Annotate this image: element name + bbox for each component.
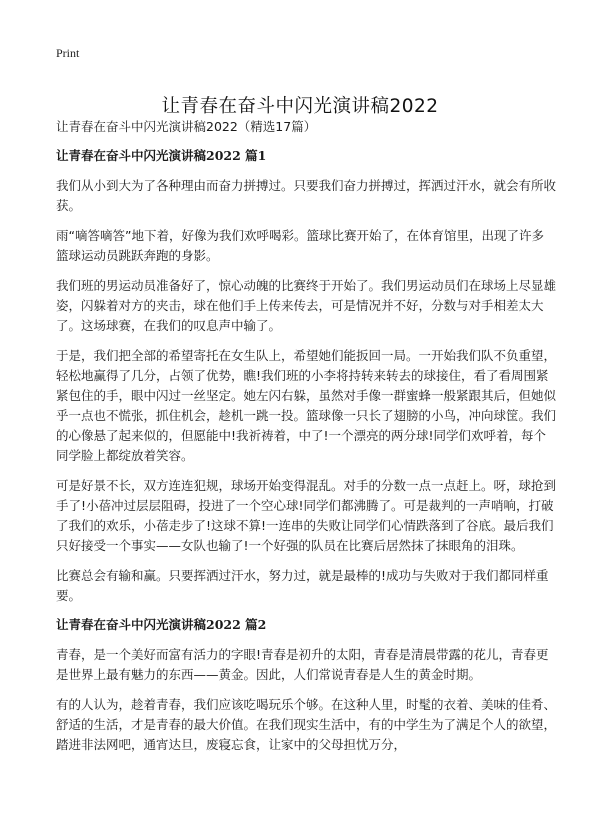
paragraph: 我们班的男运动员准备好了，惊心动魄的比赛终于开始了。我们男运动员们在球场上尽显雄姿，闪躲着对方的夹击，球在他们手上传来传去，可是情况并不好，分数与对手相差太大了。这场球赛，在我们的叹息声中输了。 — [56, 278, 557, 333]
paragraph: 比赛总会有输和赢。只要挥洒过汗水，努力过，就是最棒的!成功与失败对于我们都同样重要。 — [56, 568, 549, 603]
section-heading-1: 让青春在奋斗中闪光演讲稿2022 篇1 — [56, 148, 267, 163]
paragraph: 有的人认为，趁着青春，我们应该吃喝玩乐个够。在这种人里，时髦的衣着、美味的佳肴、舒适的生活，才是青春的最大价值。在我们现实生活中，有的中学生为了满足个人的欲望，踏进非法网吧，通宵达旦，废寝忘食，让家中的父母担忧万分， — [56, 697, 557, 752]
document-subtitle: 让青春在奋斗中闪光演讲稿2022（精选17篇） — [56, 119, 317, 134]
section-heading-2: 让青春在奋斗中闪光演讲稿2022 篇2 — [56, 617, 267, 632]
paragraph: 于是，我们把全部的希望寄托在女生队上，希望她们能扳回一局。一开始我们队不负重望，轻松地赢得了几分，占领了优势，瞧!我们班的小李将持转来转去的球接住，看了看周围紧紧包住的手，眼中闪过一丝坚定。她左闪右躲，虽然对手像一群蜜蜂一般紧跟其后，但她似乎一点也不慌张，抓住机会，趁机一跳一投。篮球像一只长了翅膀的小鸟，冲向球筐。我们的心像悬了起来似的，但愿能中!我祈祷着，中了!一个漂亮的两分球!同学们欢呼着，每个同学脸上都绽放着笑容。 — [56, 348, 557, 463]
page-title: 让青春在奋斗中闪光演讲稿2022 — [161, 96, 439, 118]
paragraph: 青春，是一个美好而富有活力的字眼!青春是初升的太阳，青春是清晨带露的花儿，青春更是世界上最有魅力的东西——黄金。因此，人们常说青春是人生的黄金时期。 — [56, 647, 549, 682]
print-label: Print — [56, 46, 80, 60]
document-body — [56, 117, 556, 765]
paragraph: 雨“嘀答嘀答”地下着，好像为我们欢呼喝彩。篮球比赛开始了，在体育馆里，出现了许多篮球运动员跳跃奔跑的身影。 — [56, 228, 544, 263]
paragraph: 可是好景不长，双方连连犯规，球场开始变得混乱。对手的分数一点一点赶上。呀，球抢到手了!小蓓冲过层层阻碍，投进了一个空心球!同学们都沸腾了。可是裁判的一声哨响，打破了我们的欢乐，小蓓走步了!这球不算!一连串的失败让同学们心情跌落到了谷底。最后我们只好接受一个事实——女队也输了!一个好强的队员在比赛后居然抹了抹眼角的泪珠。 — [56, 478, 557, 553]
paragraph: 我们从小到大为了各种理由而奋力拼搏过。只要我们奋力拼搏过，挥洒过汗水，就会有所收获。 — [56, 178, 557, 213]
